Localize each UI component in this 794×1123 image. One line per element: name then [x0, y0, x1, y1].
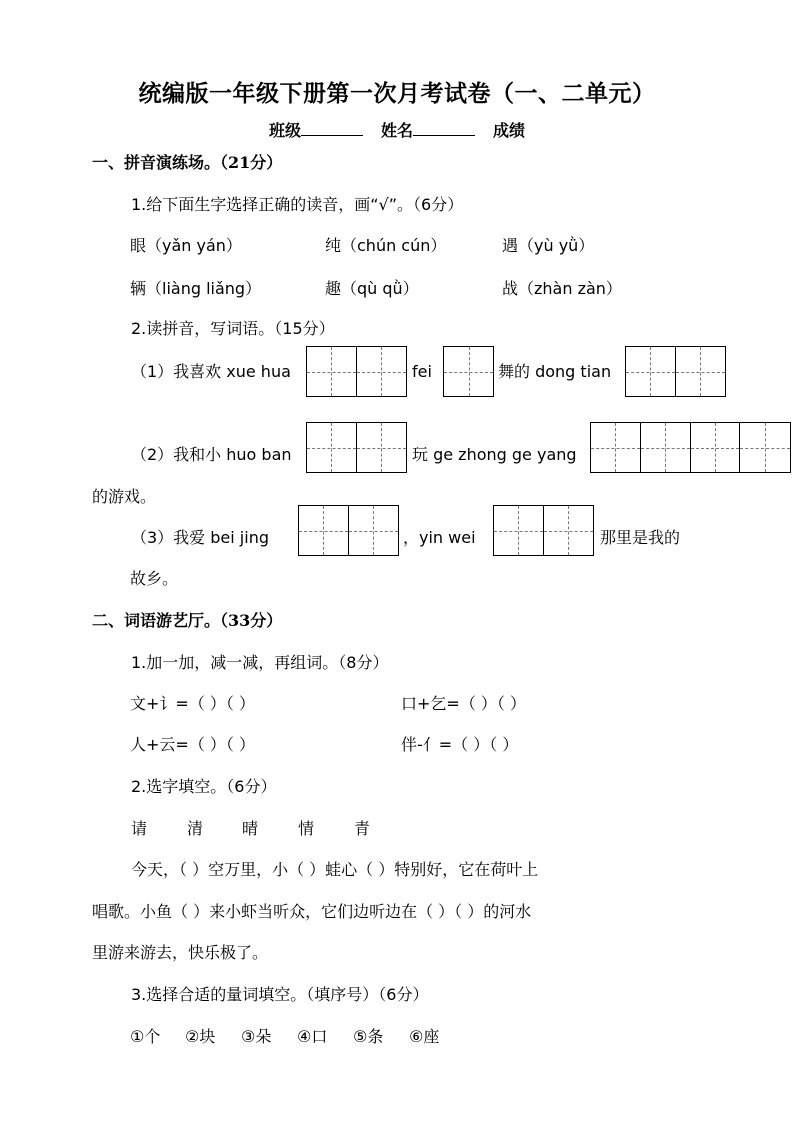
exam-title: 统编版一年级下册第一次月考试卷（一、二单元）: [138, 80, 656, 107]
pinyin-item: 趣（qù qǜ）: [325, 279, 419, 298]
writing-grid-huoban[interactable]: [306, 422, 407, 473]
choice-char: 请: [131, 819, 148, 838]
line2-text-a: （2）我和小 huo ban: [131, 445, 292, 464]
class-blank[interactable]: [301, 121, 363, 136]
score-label: 成绩: [493, 121, 526, 140]
measure-word-option: ②块: [185, 1027, 216, 1046]
measure-word-option: ⑤条: [353, 1027, 384, 1046]
s2-q2-prompt: 2.选字填空。（6分）: [131, 777, 277, 796]
choice-char: 青: [354, 819, 371, 838]
s1-q2-prompt: 2.读拼音，写词语。（15分）: [131, 319, 335, 338]
line1-text-c: 舞的 dong tian: [498, 362, 612, 381]
writing-grid-yinwei[interactable]: [493, 505, 594, 556]
section2-heading: 二、词语游艺厅。（33分）: [92, 611, 283, 630]
pinyin-item: 眼（yǎn yán）: [130, 236, 242, 255]
line2-text-b: 玩 ge zhong ge yang: [412, 445, 577, 464]
pinyin-item: 纯（chún cún）: [325, 236, 447, 255]
pinyin-item: 战（zhàn zàn）: [502, 279, 622, 298]
line3-text-d: 故乡。: [130, 569, 179, 588]
name-label: 姓名: [380, 121, 413, 140]
line1-text-a: （1）我喜欢 xue hua: [131, 362, 291, 381]
writing-grid-xuehua[interactable]: [306, 346, 407, 397]
measure-word-option: ④口: [297, 1027, 328, 1046]
line3-text-c: 那里是我的: [600, 528, 681, 547]
choice-char: 清: [187, 819, 204, 838]
passage-line: 今天，（ ）空万里，小（ ）蛙心（ ）特别好，它在荷叶上: [131, 860, 539, 879]
pinyin-item: 遇（yù yǜ）: [502, 236, 595, 255]
line2-text-c: 的游戏。: [92, 487, 157, 506]
writing-grid-gezhonggeyang[interactable]: [590, 422, 791, 473]
writing-grid-beijing[interactable]: [298, 505, 399, 556]
passage-line: 唱歌。小鱼（ ）来小虾当听众，它们边听边在（ ）（ ）的河水: [92, 902, 532, 921]
s1-q1-prompt: 1.给下面生字选择正确的读音，画“√”。（6分）: [131, 195, 464, 214]
pinyin-item: 辆（liàng liǎng）: [130, 279, 262, 298]
line3-text-b: ，yin wei: [403, 528, 476, 547]
s2-q1-prompt: 1.加一加，减一减，再组词。（8分）: [131, 653, 389, 672]
writing-grid-fei[interactable]: [443, 346, 494, 397]
line1-text-b: fei: [412, 362, 432, 381]
measure-word-option: ③朵: [241, 1027, 272, 1046]
name-blank[interactable]: [413, 121, 475, 136]
section1-heading: 一、拼音演练场。（21分）: [92, 153, 283, 172]
writing-grid-dongtian[interactable]: [625, 346, 726, 397]
s2-q3-prompt: 3.选择合适的量词填空。（填序号）（6分）: [131, 985, 429, 1004]
student-info-line: [0, 121, 794, 139]
char-combine-item: 文+讠=（ ）（ ）: [130, 694, 255, 713]
char-combine-item: 伴-亻=（ ）（ ）: [401, 735, 519, 754]
line3-text-a: （3）我爱 bei jing: [131, 528, 269, 547]
char-combine-item: 人+云=（ ）（ ）: [130, 735, 255, 754]
measure-word-option: ⑥座: [409, 1027, 440, 1046]
choice-char: 晴: [242, 819, 259, 838]
choice-char: 情: [298, 819, 315, 838]
class-label: 班级: [268, 121, 301, 140]
passage-line: 里游来游去，快乐极了。: [92, 943, 269, 962]
measure-word-option: ①个: [130, 1027, 161, 1046]
char-combine-item: 口+乞=（ ）（ ）: [401, 694, 526, 713]
